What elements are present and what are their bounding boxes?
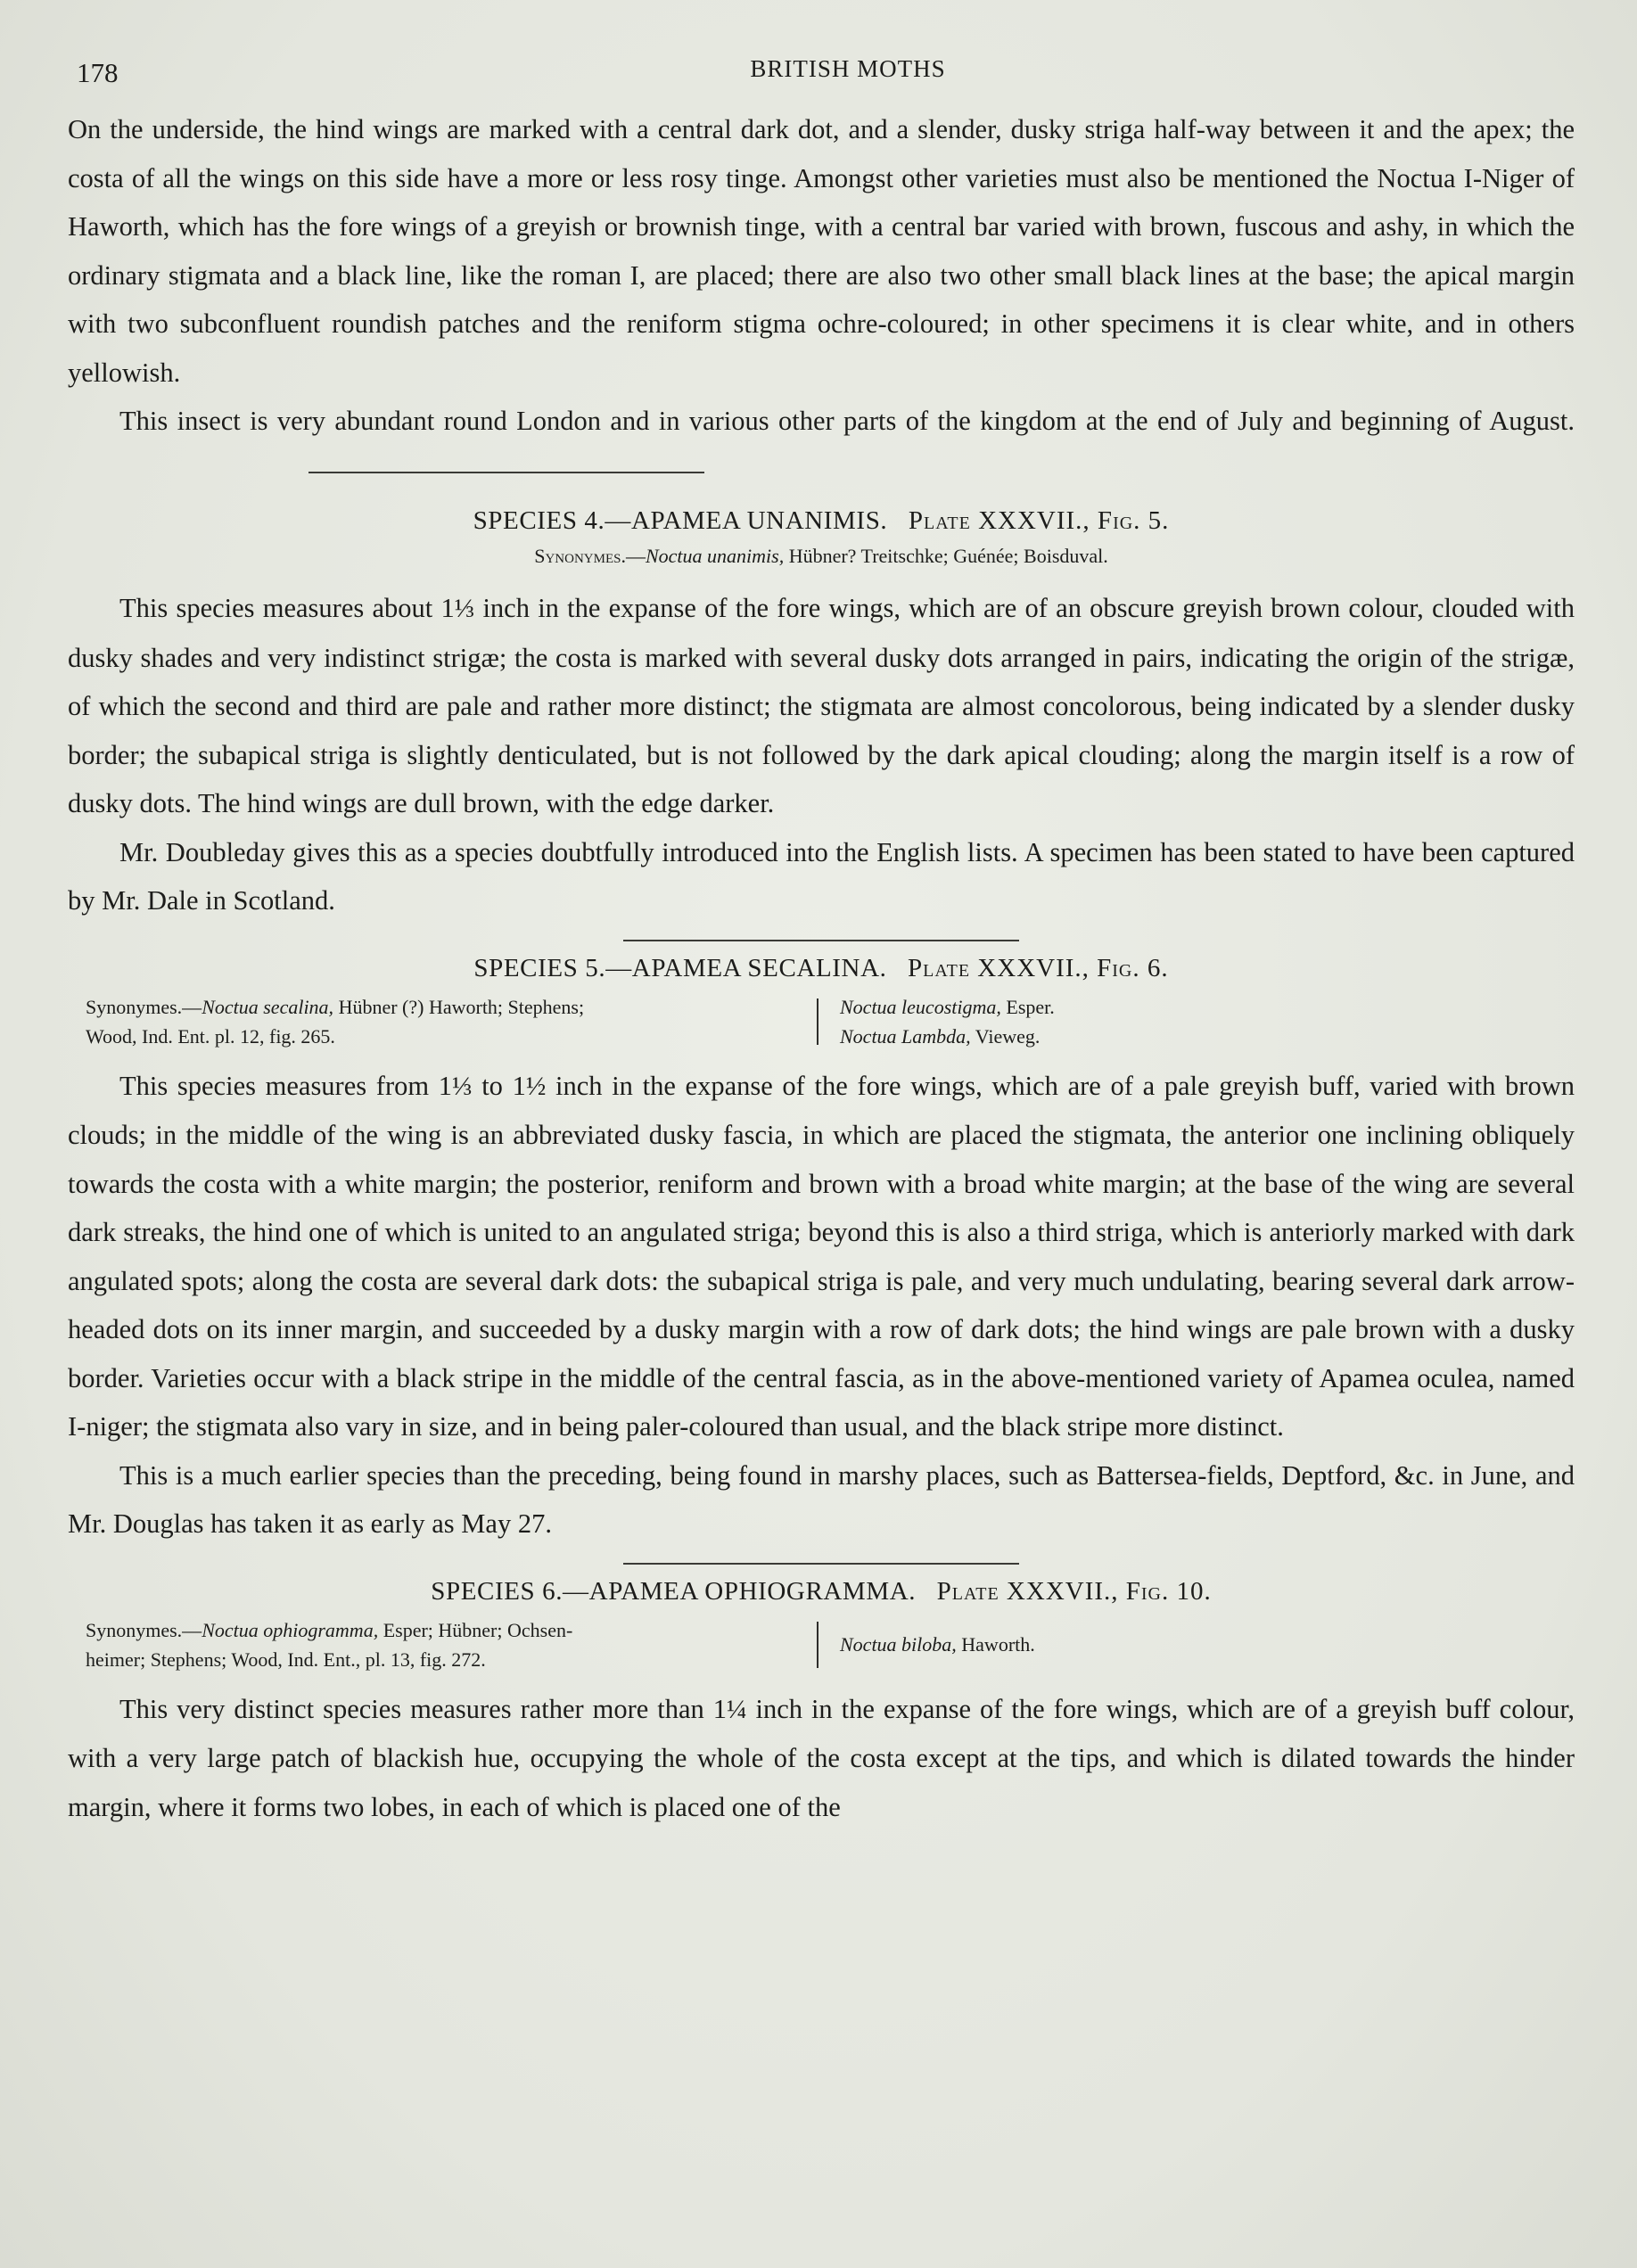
intro-paragraph-2-text: This insect is very abundant round London and in various other parts of the kingdom at the end of July and beginning of August.: [119, 406, 1575, 436]
species-5-p1-frac2: ½: [525, 1071, 547, 1101]
running-head: [68, 52, 1575, 105]
species-4-paragraph-1: [68, 584, 1575, 828]
species-5-syn-rest-1: Hübner (?) Haworth; Stephens;: [333, 995, 585, 1018]
species-5-title: SPECIES 5.—APAMEA SECALINA.: [473, 953, 887, 982]
species-5-p1-frac1: ⅓: [452, 1071, 473, 1101]
species-5-syn-right-1-name: Noctua leucostigma,: [840, 995, 1001, 1018]
section-divider-2: [623, 940, 1019, 941]
species-6-syn-name: Noctua ophiogramma,: [202, 1618, 379, 1641]
species-6-syn-right: [840, 1630, 1575, 1659]
species-6-syn-rest-1: Esper; Hübner; Ochsen-: [378, 1618, 573, 1641]
species-5-syn-label: Synonymes.—: [86, 995, 202, 1018]
page-number: 178: [77, 57, 119, 88]
intro-paragraph-2: [68, 397, 1575, 494]
species-5-p1-b: to 1: [472, 1070, 526, 1101]
species-6-syn-divider: [817, 1622, 818, 1668]
species-5-syn-right: [840, 992, 1575, 1051]
species-5-paragraph-1: [68, 1062, 1575, 1451]
species-4-plate: Plate XXXVII., Fig. 5.: [908, 506, 1170, 535]
species-5-syn-right-2-name: Noctua Lambda,: [840, 1024, 971, 1048]
species-4-synonymes: [68, 545, 1575, 568]
species-5-syn-right-2-rest: Vieweg.: [970, 1024, 1041, 1048]
species-6-syn-left: [86, 1615, 817, 1674]
species-6-syn-right-rest: Haworth.: [956, 1633, 1035, 1656]
species-5-syn-name: Noctua secalina,: [202, 995, 334, 1018]
species-5-plate: Plate XXXVII., Fig. 6.: [908, 953, 1169, 982]
species-6-p1-b: inch in the expanse of the fore wings, which are of a greyish buff colour, with a very large patch of blackish hue, occupying the whole of the costa except at the tips, and which is dilated towards the hinder margin, where it forms two lobes, in each of which is placed one of the: [68, 1693, 1575, 1822]
species-6-paragraph-1: [68, 1685, 1575, 1832]
section-divider-3: [623, 1563, 1019, 1565]
species-5-p1-a: This species measures from 1: [119, 1070, 453, 1101]
species-4-paragraph-2: Mr. Doubleday gives this as a species doubtfully introduced into the English lists. A specimen has been stated to have been captured by Mr. Dale in Scotland.: [68, 836, 1575, 916]
species-6-p1-frac: ¼: [727, 1694, 747, 1724]
running-title: BRITISH MOTHS: [750, 55, 946, 82]
intro-paragraph-1: On the underside, the hind wings are marked with a central dark dot, and a slender, dusky striga half-way between it and the apex; the costa of all the wings on this side have a more or less rosy tinge. Amongst other varieties must also be mentioned the Noctua I-Niger of Haworth, which has the fore wings of a greyish or brownish tinge, with a central bar varied with brown, fuscous and ashy, in which the ordinary stigmata and a black line, like the roman I, are placed; there are also two other small black lines at the base; the apical margin with two subconfluent roundish patches and the reniform stigma ochre-coloured; in other specimens it is clear white, and in others yellowish.: [68, 114, 1575, 388]
species-6-heading: [68, 1577, 1575, 1606]
species-5-heading: [68, 954, 1575, 983]
species-5-syn-right-1-rest: Esper.: [1000, 995, 1055, 1018]
species-4-heading: [68, 506, 1575, 536]
species-6-p1-a: This very distinct species measures rather more than 1: [119, 1693, 728, 1724]
species-6-plate: Plate XXXVII., Fig. 10.: [936, 1576, 1212, 1606]
species-5-p1-c: inch in the expanse of the fore wings, which are of a pale greyish buff, varied with brown clouds; in the middle of the wing is an abbreviated dusky fascia, in which are placed the stigmata, the anterior one inclining obliquely towards the costa with a white margin; the posterior, reniform and brown with a broad white margin; at the base of the wing are several dark streaks, the hind one of which is united to an angulated striga; beyond this is also a third striga, which is anteriorly marked with dark angulated spots; along the costa are several dark dots: the subapical striga is pale, and very much undulating, bearing several dark arrow-headed dots on its inner margin, and succeeded by a dusky margin with a row of dark dots; the hind wings are pale brown with a dusky border. Varieties occur with a black stripe in the middle of the central fascia, as in the above-mentioned variety of Apamea oculea, named I-niger; the stigmata also vary in size, and in being paler-coloured than usual, and the black stripe more distinct.: [68, 1070, 1575, 1442]
species-4-syn-rest: Hübner? Treitschke; Guénée; Boisduval.: [784, 545, 1108, 567]
species-4-p1-a: This species measures about 1: [119, 593, 455, 623]
species-4-p1-frac: ⅓: [454, 594, 475, 623]
species-6-syn-rest-2: heimer; Stephens; Wood, Ind. Ent., pl. 13, fig. 272.: [86, 1648, 486, 1671]
species-4-p1-b: inch in the expanse of the fore wings, which are of an obscure greyish brown colour, clouded with dusky shades and very indistinct strigæ; the costa is marked with several dusky dots arranged in pairs, indicating the origin of the strigæ, of which the second and third are pale and rather more distinct; the stigmata are almost concolorous, being indicated by a slender dusky border; the subapical striga is slightly denticulated, but is not followed by the dark apical clouding; along the margin itself is a row of dusky dots. The hind wings are dull brown, with the edge darker.: [68, 593, 1575, 818]
species-5-paragraph-2: This is a much earlier species than the preceding, being found in marshy places, such as Battersea-fields, Deptford, &c. in June, and Mr. Douglas has taken it as early as May 27.: [68, 1459, 1575, 1539]
species-6-title: SPECIES 6.—APAMEA OPHIOGRAMMA.: [431, 1576, 917, 1606]
species-5-syn-left: [86, 992, 817, 1051]
page-content: [68, 52, 1575, 1831]
species-6-synonymes: [86, 1615, 1575, 1674]
species-4-title: SPECIES 4.—APAMEA UNANIMIS.: [473, 506, 888, 535]
species-4-syn-label: Synonymes.—: [534, 545, 646, 567]
species-5-synonymes: [86, 992, 1575, 1051]
species-5-syn-divider: [817, 998, 818, 1045]
species-5-syn-rest-2: Wood, Ind. Ent. pl. 12, fig. 265.: [86, 1024, 335, 1048]
species-4-syn-name: Noctua unanimis,: [645, 545, 785, 567]
species-6-syn-label: Synonymes.—: [86, 1618, 202, 1641]
section-divider-1: [308, 472, 704, 473]
species-6-syn-right-name: Noctua biloba,: [840, 1633, 957, 1656]
